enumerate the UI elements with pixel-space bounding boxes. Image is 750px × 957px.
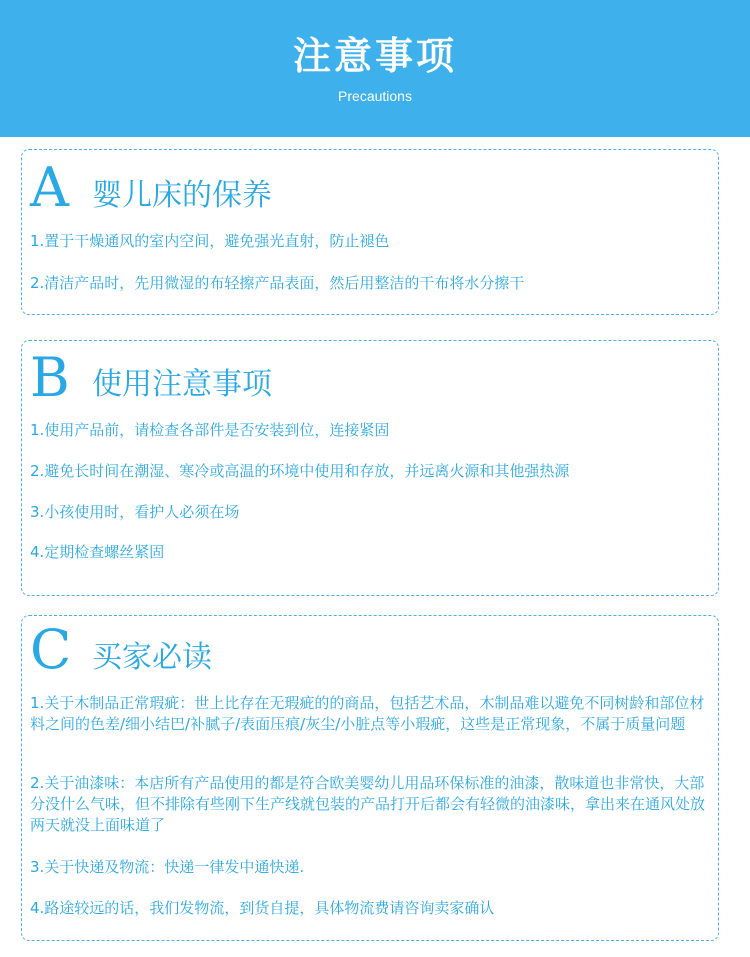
header-banner bbox=[0, 0, 750, 137]
section-c-item-3: 3.关于快递及物流：快递一律发中通快递. bbox=[30, 858, 305, 876]
section-a-letter: A bbox=[30, 156, 69, 219]
section-c-item-1: 1.关于木制品正常瑕疵：世上比存在无瑕疵的的商品，包括艺术品，木制品难以避免不同树龄和部位材料之间的色差/细小结巴/补腻子/表面压痕/灰尘/小脏点等小瑕疵，这些是正常现象，不属于质量问题 bbox=[30, 694, 705, 733]
page-subtitle: Precautions bbox=[338, 88, 412, 104]
section-a-item-2: 2.清洁产品时，先用微湿的布轻擦产品表面，然后用整洁的干布将水分擦干 bbox=[30, 274, 525, 292]
section-c-item-4: 4.路途较远的话，我们发物流，到货自提，具体物流费请咨询卖家确认 bbox=[30, 899, 495, 917]
section-a-item-1: 1.置于干燥通风的室内空间，避免强光直射，防止褪色 bbox=[30, 232, 390, 250]
section-c-box bbox=[21, 615, 719, 941]
section-b-item-4: 4.定期检查螺丝紧固 bbox=[30, 543, 165, 561]
page-title: 注意事项 bbox=[292, 34, 457, 78]
section-b-heading: 使用注意事项 bbox=[92, 367, 272, 402]
section-a-box bbox=[21, 149, 719, 315]
section-b-box bbox=[21, 340, 719, 596]
section-c-letter: C bbox=[30, 618, 72, 681]
section-c-heading: 买家必读 bbox=[92, 640, 212, 675]
section-b-item-3: 3.小孩使用时，看护人必须在场 bbox=[30, 503, 240, 521]
section-b-item-1: 1.使用产品前，请检查各部件是否安装到位，连接紧固 bbox=[30, 421, 390, 439]
section-b-letter: B bbox=[30, 346, 70, 409]
section-a-heading: 婴儿床的保养 bbox=[92, 178, 272, 213]
section-c-item-2: 2.关于油漆味：本店所有产品使用的都是符合欧美婴幼儿用品环保标准的油漆，散味道也非常快，大部分没什么气味，但不排除有些刚下生产线就包装的产品打开后都会有轻微的油漆味，拿出来在通风处放两天就没上面味道了 bbox=[30, 774, 706, 834]
section-b-item-2: 2.避免长时间在潮湿、寒冷或高温的环境中使用和存放，并远离火源和其他强热源 bbox=[30, 462, 570, 480]
